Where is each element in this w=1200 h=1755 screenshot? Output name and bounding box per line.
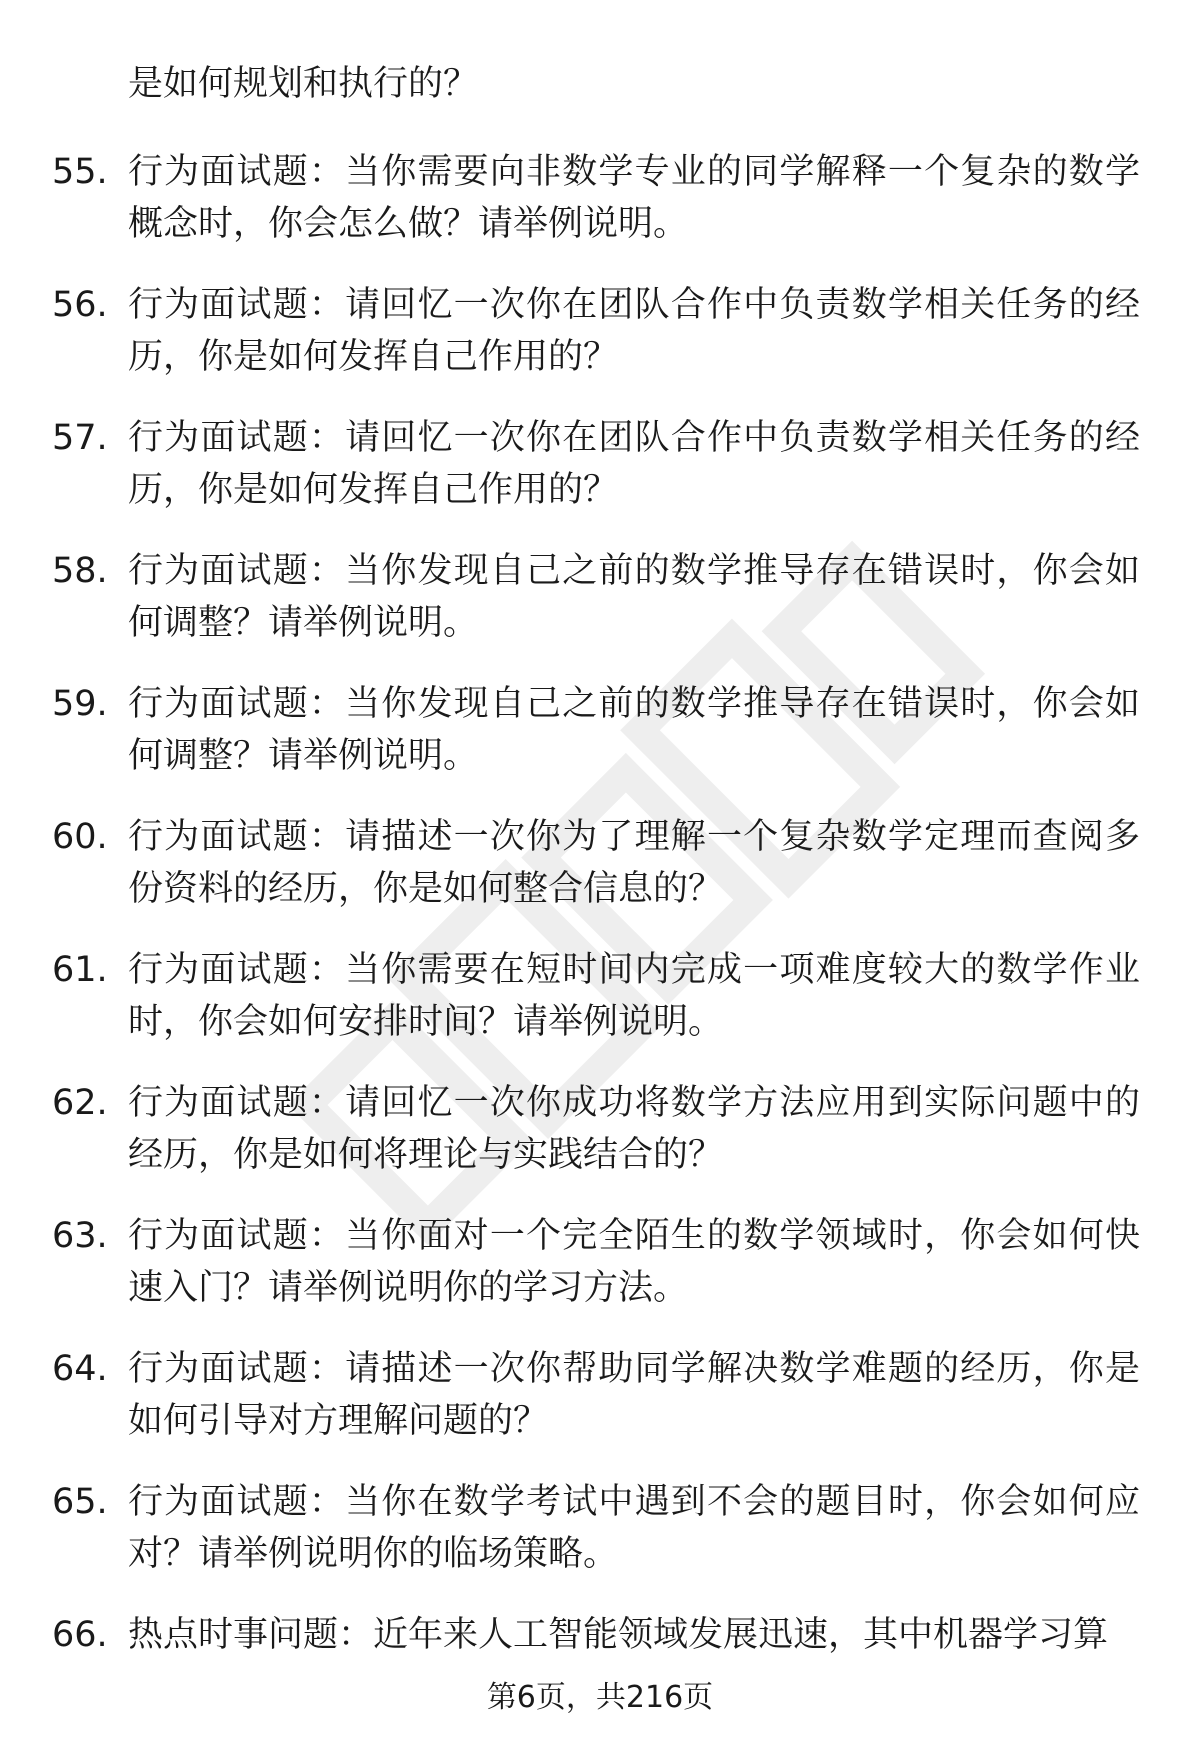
- question-item: [0, 273, 1200, 406]
- question-item: [0, 140, 1200, 273]
- question-item: [0, 805, 1200, 938]
- question-text: 行为面试题：请回忆一次你在团队合作中负责数学相关任务的经历，你是如何发挥自己作用的？: [128, 418, 1140, 510]
- question-item: [0, 938, 1200, 1071]
- question-number: 57.: [52, 418, 108, 458]
- question-number: 65.: [52, 1482, 108, 1522]
- question-number: 62.: [52, 1083, 108, 1123]
- question-text: 行为面试题：当你发现自己之前的数学推导存在错误时，你会如何调整？请举例说明。: [128, 551, 1140, 643]
- question-item: [0, 406, 1200, 539]
- question-item: [0, 539, 1200, 672]
- question-text: 行为面试题：请回忆一次你在团队合作中负责数学相关任务的经历，你是如何发挥自己作用的？: [128, 285, 1140, 377]
- page-footer: 第6页，共216页: [486, 1680, 714, 1715]
- continuation-text: 是如何规划和执行的？: [128, 64, 479, 104]
- question-number: 55.: [52, 152, 108, 192]
- question-text: 行为面试题：请描述一次你为了理解一个复杂数学定理而查阅多份资料的经历，你是如何整合信息的？: [128, 817, 1140, 909]
- question-text: 行为面试题：当你在数学考试中遇到不会的题目时，你会如何应对？请举例说明你的临场策略。: [128, 1482, 1140, 1574]
- question-text: 行为面试题：当你发现自己之前的数学推导存在错误时，你会如何调整？请举例说明。: [128, 684, 1140, 776]
- question-text: 行为面试题：当你需要在短时间内完成一项难度较大的数学作业时，你会如何安排时间？请举例说明。: [128, 950, 1140, 1042]
- question-item: [0, 1470, 1200, 1603]
- question-number: 60.: [52, 817, 108, 857]
- question-item: [0, 1071, 1200, 1204]
- question-text: 行为面试题：请回忆一次你成功将数学方法应用到实际问题中的经历，你是如何将理论与实践结合的？: [128, 1083, 1140, 1175]
- question-text: 行为面试题：当你需要向非数学专业的同学解释一个复杂的数学概念时，你会怎么做？请举例说明。: [128, 152, 1140, 244]
- question-number: 58.: [52, 551, 108, 591]
- question-text: 行为面试题：请描述一次你帮助同学解决数学难题的经历，你是如何引导对方理解问题的？: [128, 1349, 1140, 1441]
- question-number: 61.: [52, 950, 108, 990]
- question-text: 热点时事问题：近年来人工智能领域发展迅速，其中机器学习算: [128, 1615, 1109, 1655]
- question-item: [0, 1204, 1200, 1337]
- question-list: [0, 140, 1200, 1736]
- question-item: [0, 672, 1200, 805]
- question-number: 64.: [52, 1349, 108, 1389]
- question-number: 59.: [52, 684, 108, 724]
- question-number: 56.: [52, 285, 108, 325]
- question-item: [0, 1337, 1200, 1470]
- question-number: 66.: [52, 1615, 108, 1655]
- question-text: 行为面试题：当你面对一个完全陌生的数学领域时，你会如何快速入门？请举例说明你的学习方法。: [128, 1216, 1140, 1308]
- question-number: 63.: [52, 1216, 108, 1256]
